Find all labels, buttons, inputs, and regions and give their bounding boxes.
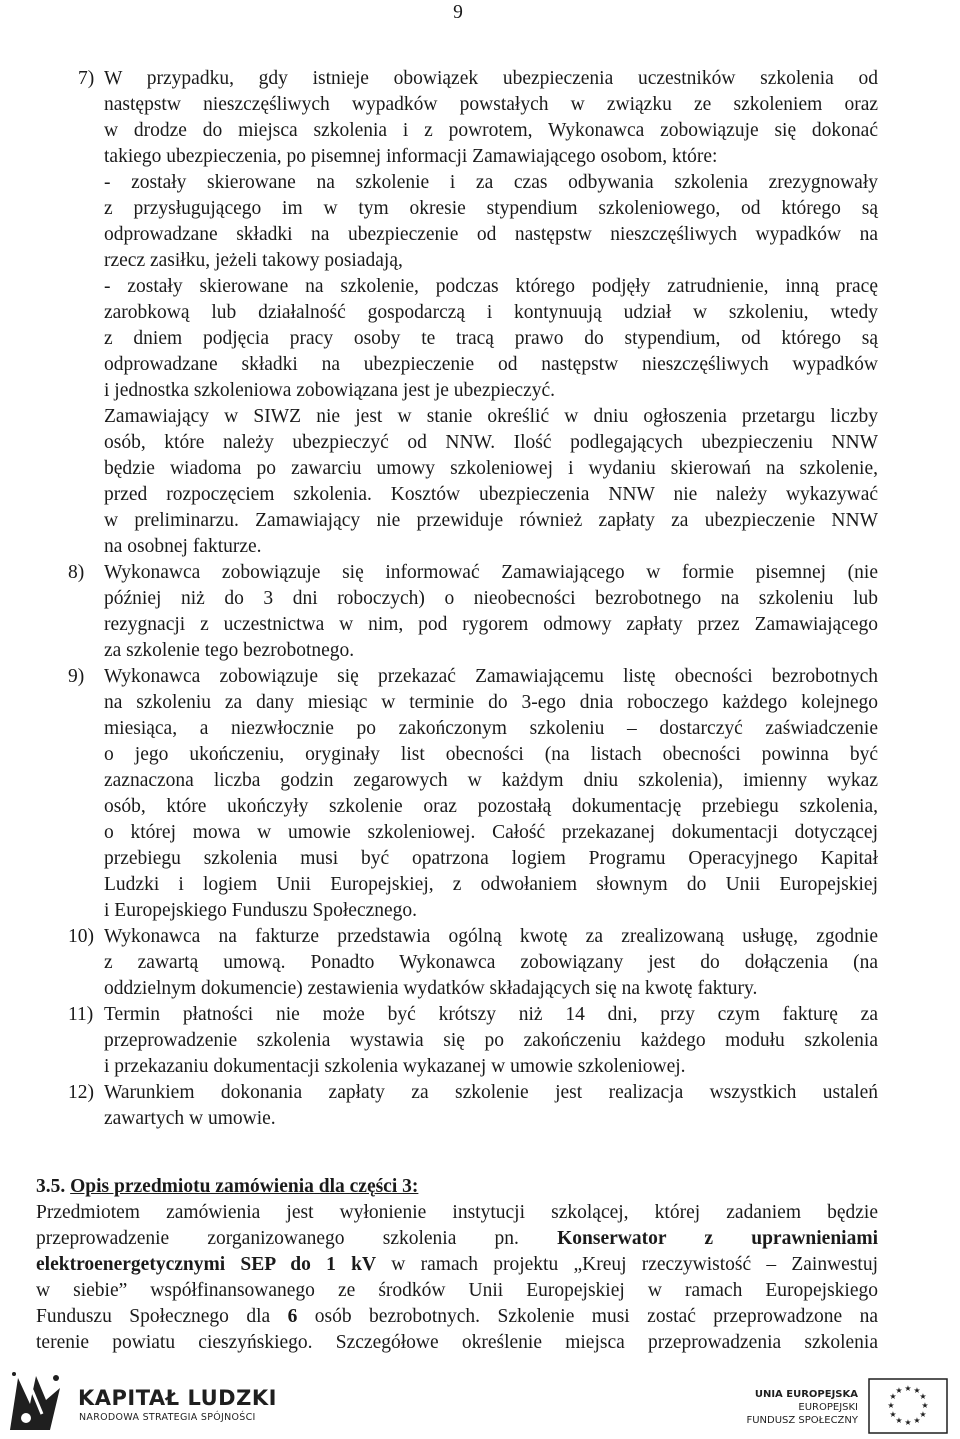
svg-text:★: ★ [887, 1401, 895, 1410]
svg-text:★: ★ [913, 1386, 921, 1395]
kapital-ludzki-emblem-icon [6, 1370, 64, 1434]
svg-text:★: ★ [889, 1392, 897, 1401]
item-line: Warunkiem dokonania zapłaty za szkolenie jest realizacja wszystkich ustaleń [104, 1082, 878, 1103]
section-number: 3.5. [36, 1176, 66, 1197]
item-line: później niż do 3 dni roboczych) o nieobecności bezrobotnego na szkoleniu lub [104, 588, 878, 609]
item-line: przebiegu szkolenia musi być opatrzona logiem Programu Operacyjnego Kapitał [104, 848, 878, 869]
item-number: 7) [78, 68, 95, 89]
item-line: Wykonawca zobowiązuje się informować Zamawiającego w formie pisemnej (nie [104, 562, 878, 583]
item-line: o jego ukończeniu, oryginały list obecności (na listach obecności powinna być [104, 744, 878, 765]
item-line: rezygnacji z uczestnictwa w nim, pod rygorem odmowy zapłaty przez Zamawiającego [104, 614, 878, 635]
eu-flag-icon [868, 1378, 948, 1434]
svg-text:★: ★ [921, 1401, 929, 1410]
item-line: będzie wiadoma po zawarciu umowy szkoleniowej i wydaniu skierowań na szkolenie, [104, 458, 878, 479]
svg-text:★: ★ [919, 1392, 927, 1401]
item-line: w drodze do miejsca szkolenia i z powrotem, Wykonawca zobowiązuje się dokonać [104, 120, 878, 141]
item-line: oddzielnym dokumencie) zestawienia wydatków składających się na kwotę faktury. [104, 978, 758, 999]
item-line: przeprowadzenie szkolenia wystawia się po zakończeniu każdego modułu szkolenia [104, 1030, 878, 1051]
item-line: na osobnej fakturze. [104, 536, 262, 557]
item-line: następstw nieszczęśliwych wypadków powstałych w związku ze szkoleniem oraz [104, 94, 878, 115]
svg-text:★: ★ [913, 1416, 921, 1425]
item-line: rzecz zasiłku, jeżeli takowy posiadają, [104, 250, 403, 271]
section-line [36, 1252, 878, 1278]
eu-line-3: FUNDUSZ SPOŁECZNY [746, 1415, 858, 1426]
item-line: z przysługującego im w tym okresie stypendium szkoleniowego, od którego są [104, 198, 878, 219]
item-line: Wykonawca zobowiązuje się przekazać Zamawiającemu listę obecności bezrobotnych [104, 666, 878, 687]
item-line: osób, które ukończyły szkolenie oraz pozostałą dokumentację przebiegu szkolenia, [104, 796, 878, 817]
item-line: takiego ubezpieczenia, po pisemnej informacji Zamawiającego osobom, które: [104, 146, 718, 167]
item-line: Ludzki i logiem Unii Europejskiej, z odwołaniem słownym do Unii Europejskiej [104, 874, 878, 895]
section-line: Przedmiotem zamówienia jest wyłonienie instytucji szkolącej, której zadaniem będzie [36, 1202, 878, 1223]
item-line: przed rozpoczęciem szkolenia. Kosztów ubezpieczenia NNW nie należy wykazywać [104, 484, 878, 505]
item-line: na szkoleniu za dany miesiąc w terminie do 3-ego dnia roboczego każdego kolejnego [104, 692, 878, 713]
item-line: odprowadzane składki na ubezpieczenie od następstw nieszczęśliwych wypadków na [104, 224, 878, 245]
section-line: terenie powiatu cieszyńskiego. Szczegółowe określenie miejsca przeprowadzenia szkolenia [36, 1332, 878, 1353]
item-line: Termin płatności nie może być krótszy niż 14 dni, przy czym fakturę za [104, 1004, 878, 1025]
item-line: Zamawiający w SIWZ nie jest w stanie określić w dniu ogłoszenia przetargu liczby [104, 406, 878, 427]
item-line: z dniem podjęcia pracy osoby te tracą prawo do stypendium, od którego są [104, 328, 878, 349]
item-number: 10) [68, 926, 94, 947]
item-line: i przekazaniu dokumentacji szkolenia wykazanej w umowie szkoleniowej. [104, 1056, 686, 1077]
course-name-part: Konserwator z uprawnieniami [557, 1228, 878, 1249]
item-line: zaznaczona liczba godzin zegarowych w każdym dniu szkolenia), imienny wykaz [104, 770, 878, 791]
kapital-ludzki-title: KAPITAŁ LUDZKI [78, 1386, 277, 1410]
item-line: zawartych w umowie. [104, 1108, 276, 1129]
item-line: odprowadzane składki na ubezpieczenie od następstw nieszczęśliwych wypadków [104, 354, 878, 375]
svg-text:★: ★ [904, 1384, 912, 1393]
footer-logos [0, 1362, 960, 1439]
section-line [36, 1304, 878, 1330]
item-line: miesiąca, a niezwłocznie po zakończonym szkoleniu – dostarczyć zaświadczenie [104, 718, 878, 739]
text-run: przeprowadzenie zorganizowanego szkolenia pn. [36, 1228, 558, 1249]
item-line: z zawartą umową. Ponadto Wykonawca zobowiązany jest do dołączenia (na [104, 952, 878, 973]
item-line: Wykonawca na fakturze przedstawia ogólną kwotę za zrealizowaną usługę, zgodnie [104, 926, 878, 947]
eu-line-1: UNIA EUROPEJSKA [754, 1389, 858, 1400]
text-run: osób bezrobotnych. Szkolenie musi zostać przeprowadzone na [297, 1306, 878, 1327]
course-name-part: elektroenergetycznymi SEP do 1 kV [36, 1254, 377, 1275]
item-line: W przypadku, gdy istnieje obowiązek ubezpieczenia uczestników szkolenia od [104, 68, 878, 89]
item-line: za szkolenie tego bezrobotnego. [104, 640, 355, 661]
section-line [36, 1226, 878, 1252]
item-number: 9) [68, 666, 85, 687]
item-line: osób, które należy ubezpieczyć od NNW. Ilość podlegających ubezpieczeniu NNW [104, 432, 878, 453]
svg-text:★: ★ [889, 1410, 897, 1419]
participant-count: 6 [287, 1306, 298, 1327]
eu-line-2: EUROPEJSKI [798, 1402, 858, 1413]
svg-text:★: ★ [895, 1386, 903, 1395]
item-line: i jednostka szkoleniowa zobowiązana jest je ubezpieczyć. [104, 380, 556, 401]
item-line: o której mowa w umowie szkoleniowej. Całość przekazanej dokumentacji dotyczącej [104, 822, 878, 843]
text-run: Funduszu Społecznego dla [36, 1306, 288, 1327]
item-number: 11) [68, 1004, 94, 1025]
text-run: w ramach projektu „Kreuj rzeczywistość – Zainwestuj [376, 1254, 878, 1275]
page-number: 9 [453, 2, 463, 23]
svg-text:★: ★ [919, 1410, 927, 1419]
section-line: w siebie” współfinansowanego ze środków Unii Europejskiej w ramach Europejskiego [36, 1280, 878, 1301]
svg-text:★: ★ [895, 1416, 903, 1425]
kapital-ludzki-subtitle: NARODOWA STRATEGIA SPÓJNOŚCI [79, 1412, 256, 1423]
item-line: w preliminarzu. Zamawiający nie przewiduje również zapłaty za ubezpieczenie NNW [104, 510, 878, 531]
section-heading [36, 1174, 418, 1200]
svg-text:★: ★ [904, 1418, 912, 1427]
item-line: - zostały skierowane na szkolenie, podczas którego podjęły zatrudnienie, inną pracę [104, 276, 878, 297]
item-line: - zostały skierowane na szkolenie i za czas odbywania szkolenia zrezygnowały [104, 172, 878, 193]
item-number: 12) [68, 1082, 94, 1103]
item-line: i Europejskiego Funduszu Społecznego. [104, 900, 418, 921]
section-title: Opis przedmiotu zamówienia dla części 3: [70, 1176, 419, 1197]
item-line: zarobkową lub działalność gospodarczą i kontynuują udział w szkoleniu, wtedy [104, 302, 878, 323]
item-number: 8) [68, 562, 85, 583]
